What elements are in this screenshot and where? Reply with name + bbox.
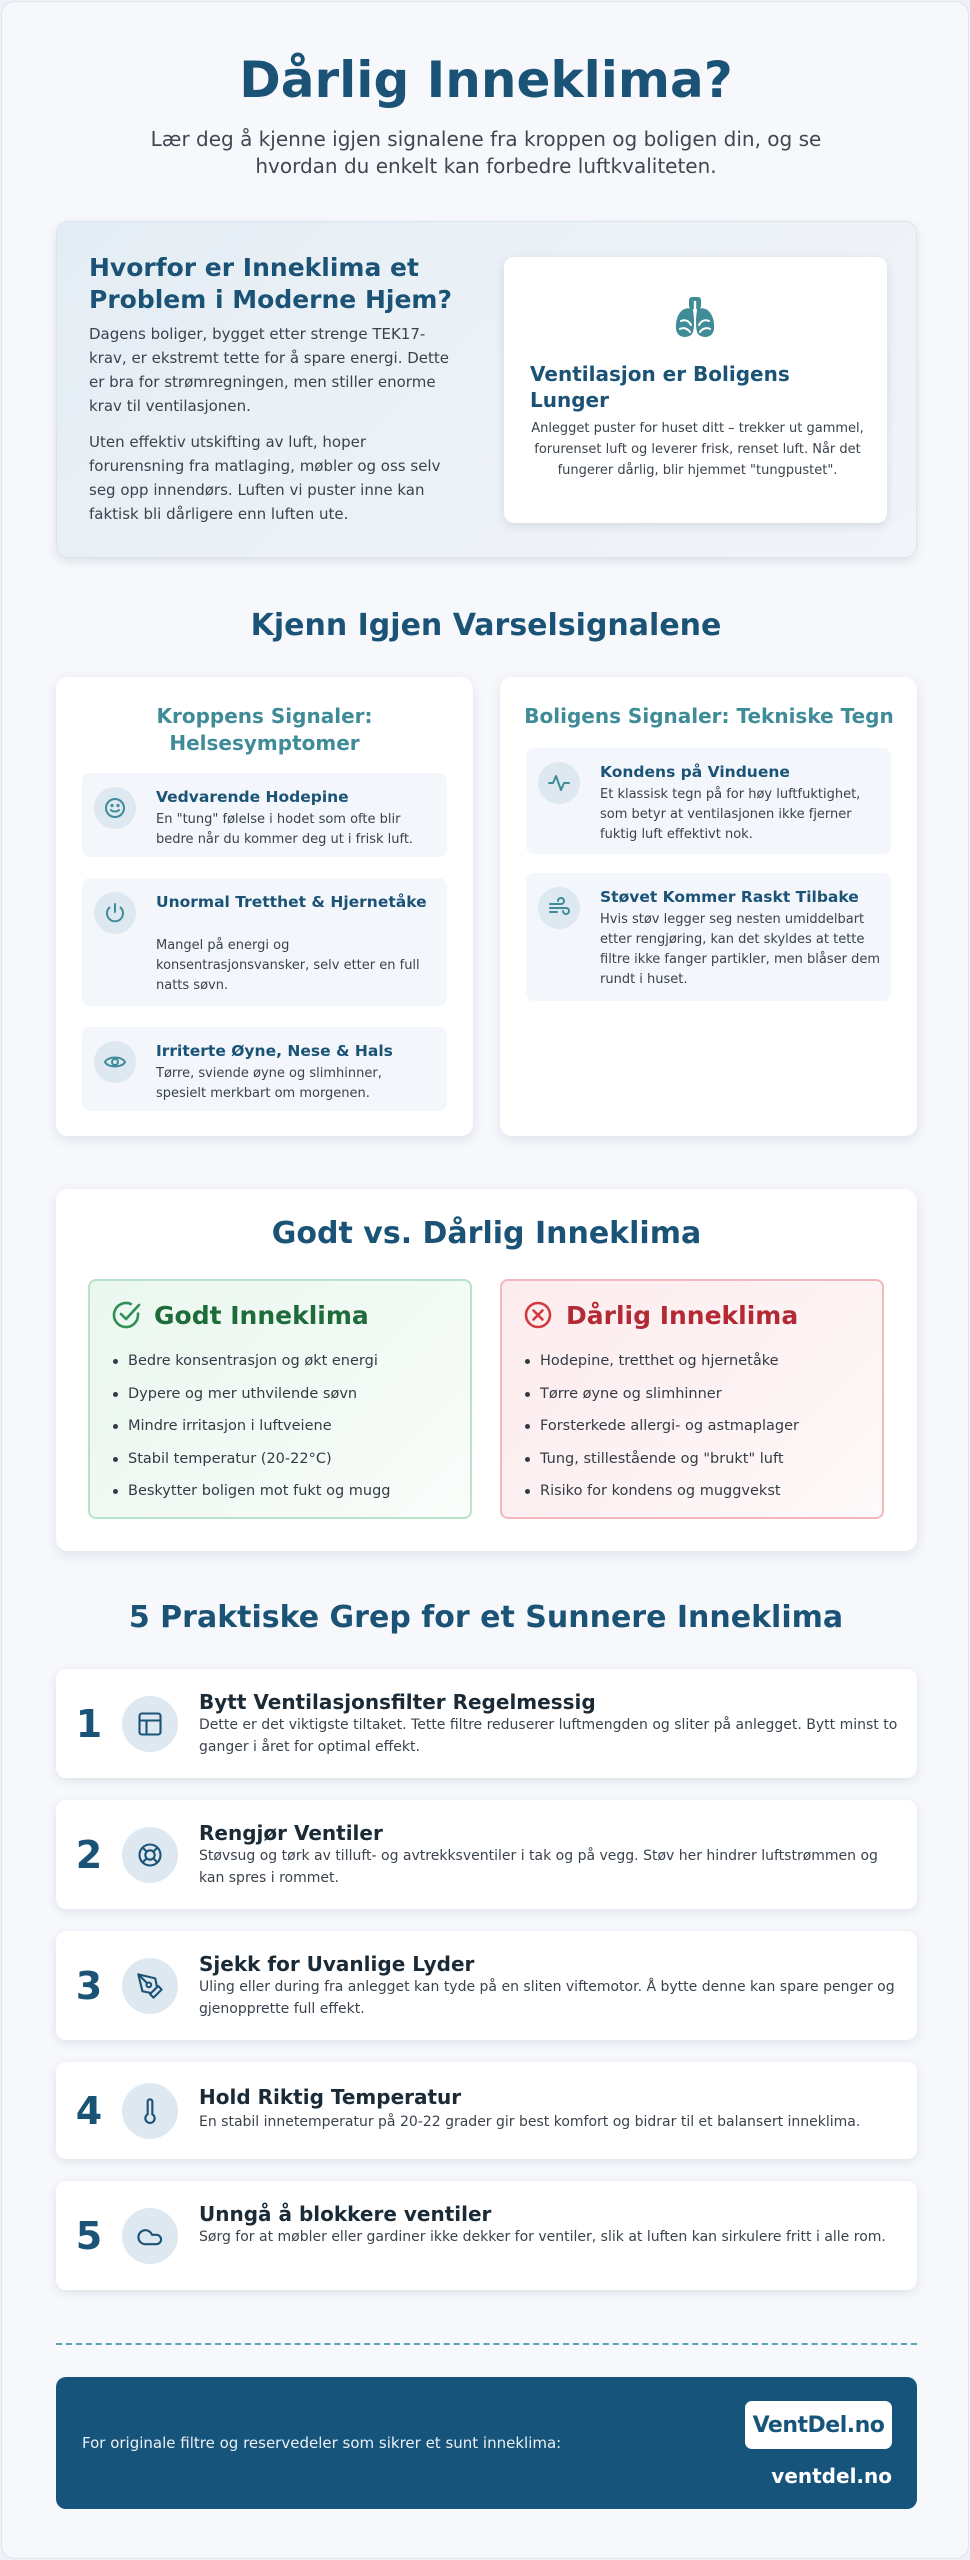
- tips-title: 5 Praktiske Grep for et Sunnere Inneklima: [128, 1600, 844, 1635]
- list-item: Tørre øyne og slimhinner: [540, 1384, 870, 1417]
- header: [2, 50, 969, 180]
- list-item: Tung, stillestående og "brukt" luft: [540, 1449, 870, 1482]
- signal-item: [526, 873, 891, 1001]
- tip-title: Unngå å blokkere ventiler: [199, 2202, 492, 2226]
- tip-title: Bytt Ventilasjonsfilter Regelmessig: [199, 1690, 596, 1714]
- tip-title: Hold Riktig Temperatur: [199, 2085, 462, 2109]
- body-signals-title: Kroppens Signaler: Helsesymptomer: [156, 704, 373, 755]
- pulse-icon: [538, 762, 580, 804]
- list-item: Dypere og mer uthvilende søvn: [128, 1384, 458, 1417]
- signal-item-title: Unormal Tretthet & Hjernetåke: [156, 893, 427, 911]
- ventilation-card-text: Anlegget puster for huset ditt – trekker ut gammel, forurenset luft og leverer frisk, renset luft. Når det fungerer dårlig, blir hjemmet "tungpustet".: [531, 421, 864, 478]
- tip-text: Sørg for at møbler eller gardiner ikke dekker for ventiler, slik at luften kan sirkulere fritt i alle rom.: [199, 2229, 886, 2245]
- tip-number: 4: [75, 2088, 103, 2133]
- ventilation-card: [504, 257, 887, 523]
- comparison-section: [56, 1189, 917, 1551]
- infographic-page: [1, 1, 969, 2559]
- ventilation-card-title: Ventilasjon er Boligens Lunger: [530, 362, 790, 412]
- smiley-icon: [94, 787, 136, 829]
- power-icon: [94, 892, 136, 934]
- list-item: Forsterkede allergi- og astmaplager: [540, 1416, 870, 1449]
- wind-icon: [538, 887, 580, 929]
- list-item: Risiko for kondens og muggvekst: [540, 1481, 870, 1514]
- ventdel-logo[interactable]: [745, 2401, 892, 2449]
- signal-item-text: Mangel på energi og konsentrasjonsvansker, selv etter en full natts søvn.: [156, 938, 420, 993]
- signal-item: [82, 1027, 447, 1111]
- signal-item-title: Irriterte Øyne, Nese & Hals: [156, 1042, 393, 1060]
- thermometer-icon: [122, 2083, 178, 2139]
- tip-card: [56, 2181, 917, 2290]
- good-climate-list: [128, 1351, 458, 1514]
- bad-climate-title: Dårlig Inneklima: [566, 1300, 799, 1330]
- signal-item: [82, 878, 447, 1006]
- list-item: Bedre konsentrasjon og økt energi: [128, 1351, 458, 1384]
- signal-item: [526, 748, 891, 854]
- bad-climate-column: [500, 1279, 884, 1519]
- tip-title: Rengjør Ventiler: [199, 1821, 383, 1845]
- home-signals-card: [500, 677, 917, 1136]
- signal-item-text: Hvis støv legger seg nesten umiddelbart etter rengjøring, kan det skyldes at tette filtre ikke fanger partikler, men blåser dem rundt i huset.: [600, 912, 880, 987]
- tip-number: 3: [75, 1963, 103, 2008]
- tip-card: [56, 2062, 917, 2159]
- bad-climate-list: [540, 1351, 870, 1514]
- tip-card: [56, 1931, 917, 2040]
- tip-card: [56, 1800, 917, 1909]
- intro-section: [56, 221, 917, 558]
- tip-number: 1: [75, 1701, 103, 1746]
- check-circle-icon: [110, 1299, 142, 1331]
- intro-paragraph-1: Dagens boliger, bygget etter strenge TEK17-krav, er ekstremt tette for å spare energi. Dette er bra for strømregningen, men stiller enorme krav til ventilasjonen.: [89, 325, 450, 415]
- tip-text: Dette er det viktigste tiltaket. Tette filtre reduserer luftmengden og sliter på anlegget. Bytt minst to ganger i året for optimal effekt.: [199, 1717, 898, 1755]
- tip-number: 5: [75, 2213, 103, 2258]
- signal-item: [82, 773, 447, 857]
- footer-text: For originale filtre og reservedeler som sikrer et sunt inneklima:: [82, 2434, 562, 2452]
- filter-icon: [122, 1696, 178, 1752]
- eye-icon: [94, 1041, 136, 1083]
- comparison-title: Godt vs. Dårlig Inneklima: [271, 1216, 702, 1251]
- list-item: Stabil temperatur (20-22°C): [128, 1449, 458, 1482]
- logo-text: VentDel.no: [752, 2412, 885, 2438]
- signal-item-text: En "tung" følelse i hodet som ofte blir bedre når du kommer deg ut i frisk luft.: [156, 812, 414, 847]
- tip-title: Sjekk for Uvanlige Lyder: [199, 1952, 475, 1976]
- footer: [56, 2377, 917, 2509]
- x-circle-icon: [522, 1299, 554, 1331]
- home-signals-title: Boligens Signaler: Tekniske Tegn: [524, 704, 894, 728]
- tool-icon: [122, 1958, 178, 2014]
- lifebuoy-icon: [122, 1827, 178, 1883]
- signal-item-text: Tørre, sviende øyne og slimhinner, spesielt merkbart om morgenen.: [156, 1066, 382, 1101]
- signal-item-title: Vedvarende Hodepine: [156, 788, 349, 806]
- page-subtitle: Lær deg å kjenne igjen signalene fra kroppen og boligen din, og se hvordan du enkelt kan forbedre luftkvaliteten.: [150, 127, 822, 178]
- tip-number: 2: [75, 1832, 103, 1877]
- tip-text: Støvsug og tørk av tilluft- og avtrekksventiler i tak og på vegg. Støv her hindrer luftstrømmen og kan spres i rommet.: [199, 1848, 878, 1886]
- good-climate-column: [88, 1279, 472, 1519]
- intro-paragraph-2: Uten effektiv utskifting av luft, hoper forurensning fra matlaging, møbler og oss selv seg opp innendørs. Luften vi puster inne kan faktisk bli dårligere enn luften ute.: [89, 433, 441, 523]
- page-title: Dårlig Inneklima?: [239, 51, 733, 109]
- tip-card: [56, 1669, 917, 1778]
- signal-item-title: Støvet Kommer Raskt Tilbake: [600, 888, 859, 906]
- signals-title: Kjenn Igjen Varselsignalene: [250, 608, 722, 643]
- intro-heading: Hvorfor er Inneklima et Problem i Moderne Hjem?: [89, 253, 452, 314]
- tip-text: Uling eller during fra anlegget kan tyde på en sliten viftemotor. Å bytte denne kan spare penger og gjenopprette full effekt.: [199, 1979, 895, 2017]
- list-item: Mindre irritasjon i luftveiene: [128, 1416, 458, 1449]
- signal-item-title: Kondens på Vinduene: [600, 763, 790, 781]
- list-item: Hodepine, tretthet og hjernetåke: [540, 1351, 870, 1384]
- list-item: Beskytter boligen mot fukt og mugg: [128, 1481, 458, 1514]
- cloud-icon: [122, 2208, 178, 2264]
- good-climate-title: Godt Inneklima: [154, 1300, 369, 1330]
- footer-link[interactable]: ventdel.no: [771, 2464, 892, 2488]
- signal-item-text: Et klassisk tegn på for høy luftfuktighet, som betyr at ventilasjonen ikke fjerner fuktig luft effektivt nok.: [600, 787, 861, 842]
- body-signals-card: [56, 677, 473, 1136]
- tip-text: En stabil innetemperatur på 20-22 grader gir best komfort og bidrar til et balansert inneklima.: [199, 2114, 861, 2130]
- lungs-icon: [667, 291, 723, 347]
- divider: [56, 2343, 917, 2345]
